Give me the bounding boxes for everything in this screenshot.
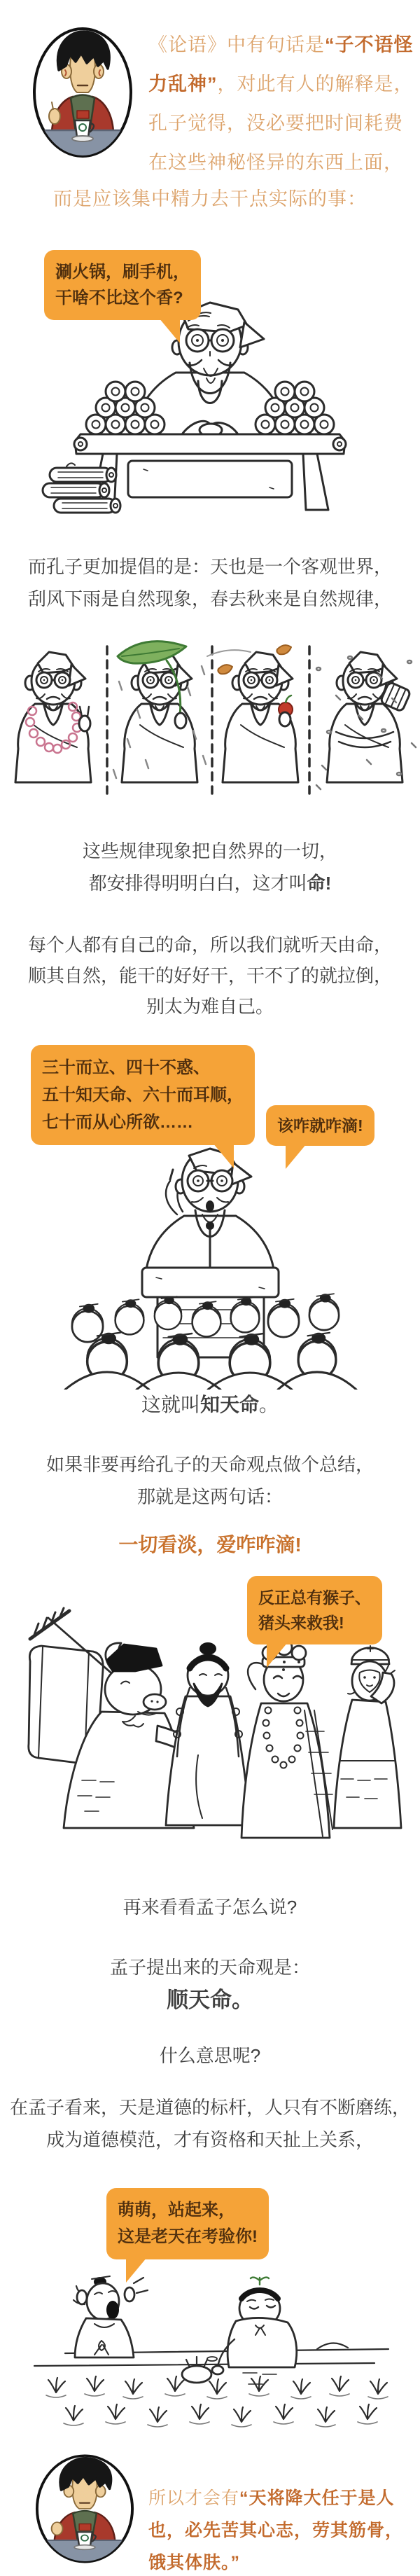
zhi-post: 。 [259, 1394, 279, 1415]
bubble-line: 干啥不比这个香? [55, 289, 183, 307]
ming-line2-bold: 命! [307, 873, 332, 894]
bubble-line: 七十而从心所欲…… [42, 1113, 193, 1132]
bubble-line: 五十知天命、六十而耳顺， [42, 1086, 244, 1105]
intro-pre: 《论语》中有句话是 [148, 34, 325, 55]
bubble-line: 该咋就咋滴! [277, 1116, 363, 1135]
question-meaning: 什么意思呢? [159, 2045, 261, 2066]
intro-post: ，对此有人的解释是，孔子觉得，没必要把时间耗费在这些神秘怪异的东西上面， [148, 74, 414, 173]
intro-bold-quote: “子不语怪力乱神” [148, 34, 414, 95]
author-avatar-bottom [34, 2453, 136, 2565]
paragraph-everyone-line3: 别太为难自己。 [146, 996, 274, 1017]
bubble-line: 三十而立、四十不惑、 [42, 1058, 210, 1077]
confucius-desk-illustration [38, 297, 382, 518]
speech-bubble-ages [31, 1045, 255, 1145]
intro-paragraph [148, 25, 416, 182]
paragraph-tian-line1: 而孔子更加提倡的是：天也是一个客观世界， [27, 556, 392, 577]
statement-practical: 而是应该集中精力去干点实际的事： [53, 188, 367, 209]
zhi-bold: 知天命 [200, 1394, 259, 1415]
author-avatar [31, 25, 134, 160]
outro-paragraph [148, 2482, 416, 2576]
paragraph-summary-line2: 那就是这两句话： [136, 1486, 283, 1507]
outro-pre: 所以才会有 [148, 2488, 240, 2508]
paragraph-everyone-line2: 顺其自然，能干的好好干，干不了的就拉倒， [27, 965, 392, 986]
bubble-line: 猪头来救我! [258, 1614, 344, 1632]
speech-bubble-mengmeng [106, 2188, 269, 2259]
speech-bubble-hotpot [44, 250, 201, 320]
bubble-line: 反正总有猴子、 [258, 1588, 371, 1607]
paragraph-ming-line1: 这些规律现象把自然界的一切， [82, 840, 337, 861]
paragraph-everyone-line1: 每个人都有自己的命，所以我们就听天由命， [27, 934, 392, 955]
bubble-tail [159, 318, 180, 343]
paragraph-tian-line2: 刮风下雨是自然现象，春去秋来是自然规律， [27, 588, 392, 609]
paragraph-mengzi-line2: 成为道德模范，才有资格和天扯上关系， [46, 2129, 374, 2150]
mengzi-view: 顺天命。 [167, 1988, 253, 2012]
bubble-tail [267, 1642, 288, 1668]
bubble-tail [213, 1143, 234, 1168]
statement-zhitianming [0, 1390, 420, 1418]
paragraph-ming-line2 [0, 867, 420, 899]
ming-line2-pre: 都安排得明明白白，这才叫 [88, 873, 307, 894]
bubble-tail [286, 1144, 307, 1169]
zhi-pre: 这就叫 [141, 1394, 200, 1415]
four-seasons-illustration [0, 625, 420, 802]
speech-bubble-whatever [266, 1105, 374, 1146]
lecture-illustration [59, 1147, 360, 1390]
rice-field-illustration [24, 2275, 396, 2443]
bubble-line: 涮火锅，刷手机， [55, 263, 190, 282]
speech-bubble-rescue [247, 1576, 382, 1644]
question-mengzi: 再来看看孟子怎么说? [122, 1897, 298, 1918]
bubble-line: 这是老天在考验你! [118, 2227, 258, 2246]
paragraph-mengzi-line1: 在孟子看来，天是道德的标杆，人只有不断磨练， [9, 2097, 410, 2118]
statement-kandan: 一切看淡，爱咋咋滴! [118, 1534, 302, 1556]
outro-bold-quote: “天将降大任于是人也，必先苦其心志，劳其筋骨，饿其体肤。” [148, 2488, 404, 2572]
mengzi-view-label: 孟子提出来的天命观是： [109, 1957, 310, 1978]
bubble-line: 萌萌，站起来， [118, 2201, 235, 2220]
bubble-tail [126, 2257, 147, 2283]
paragraph-summary-line1: 如果非要再给孔子的天命观点做个总结， [46, 1454, 374, 1475]
